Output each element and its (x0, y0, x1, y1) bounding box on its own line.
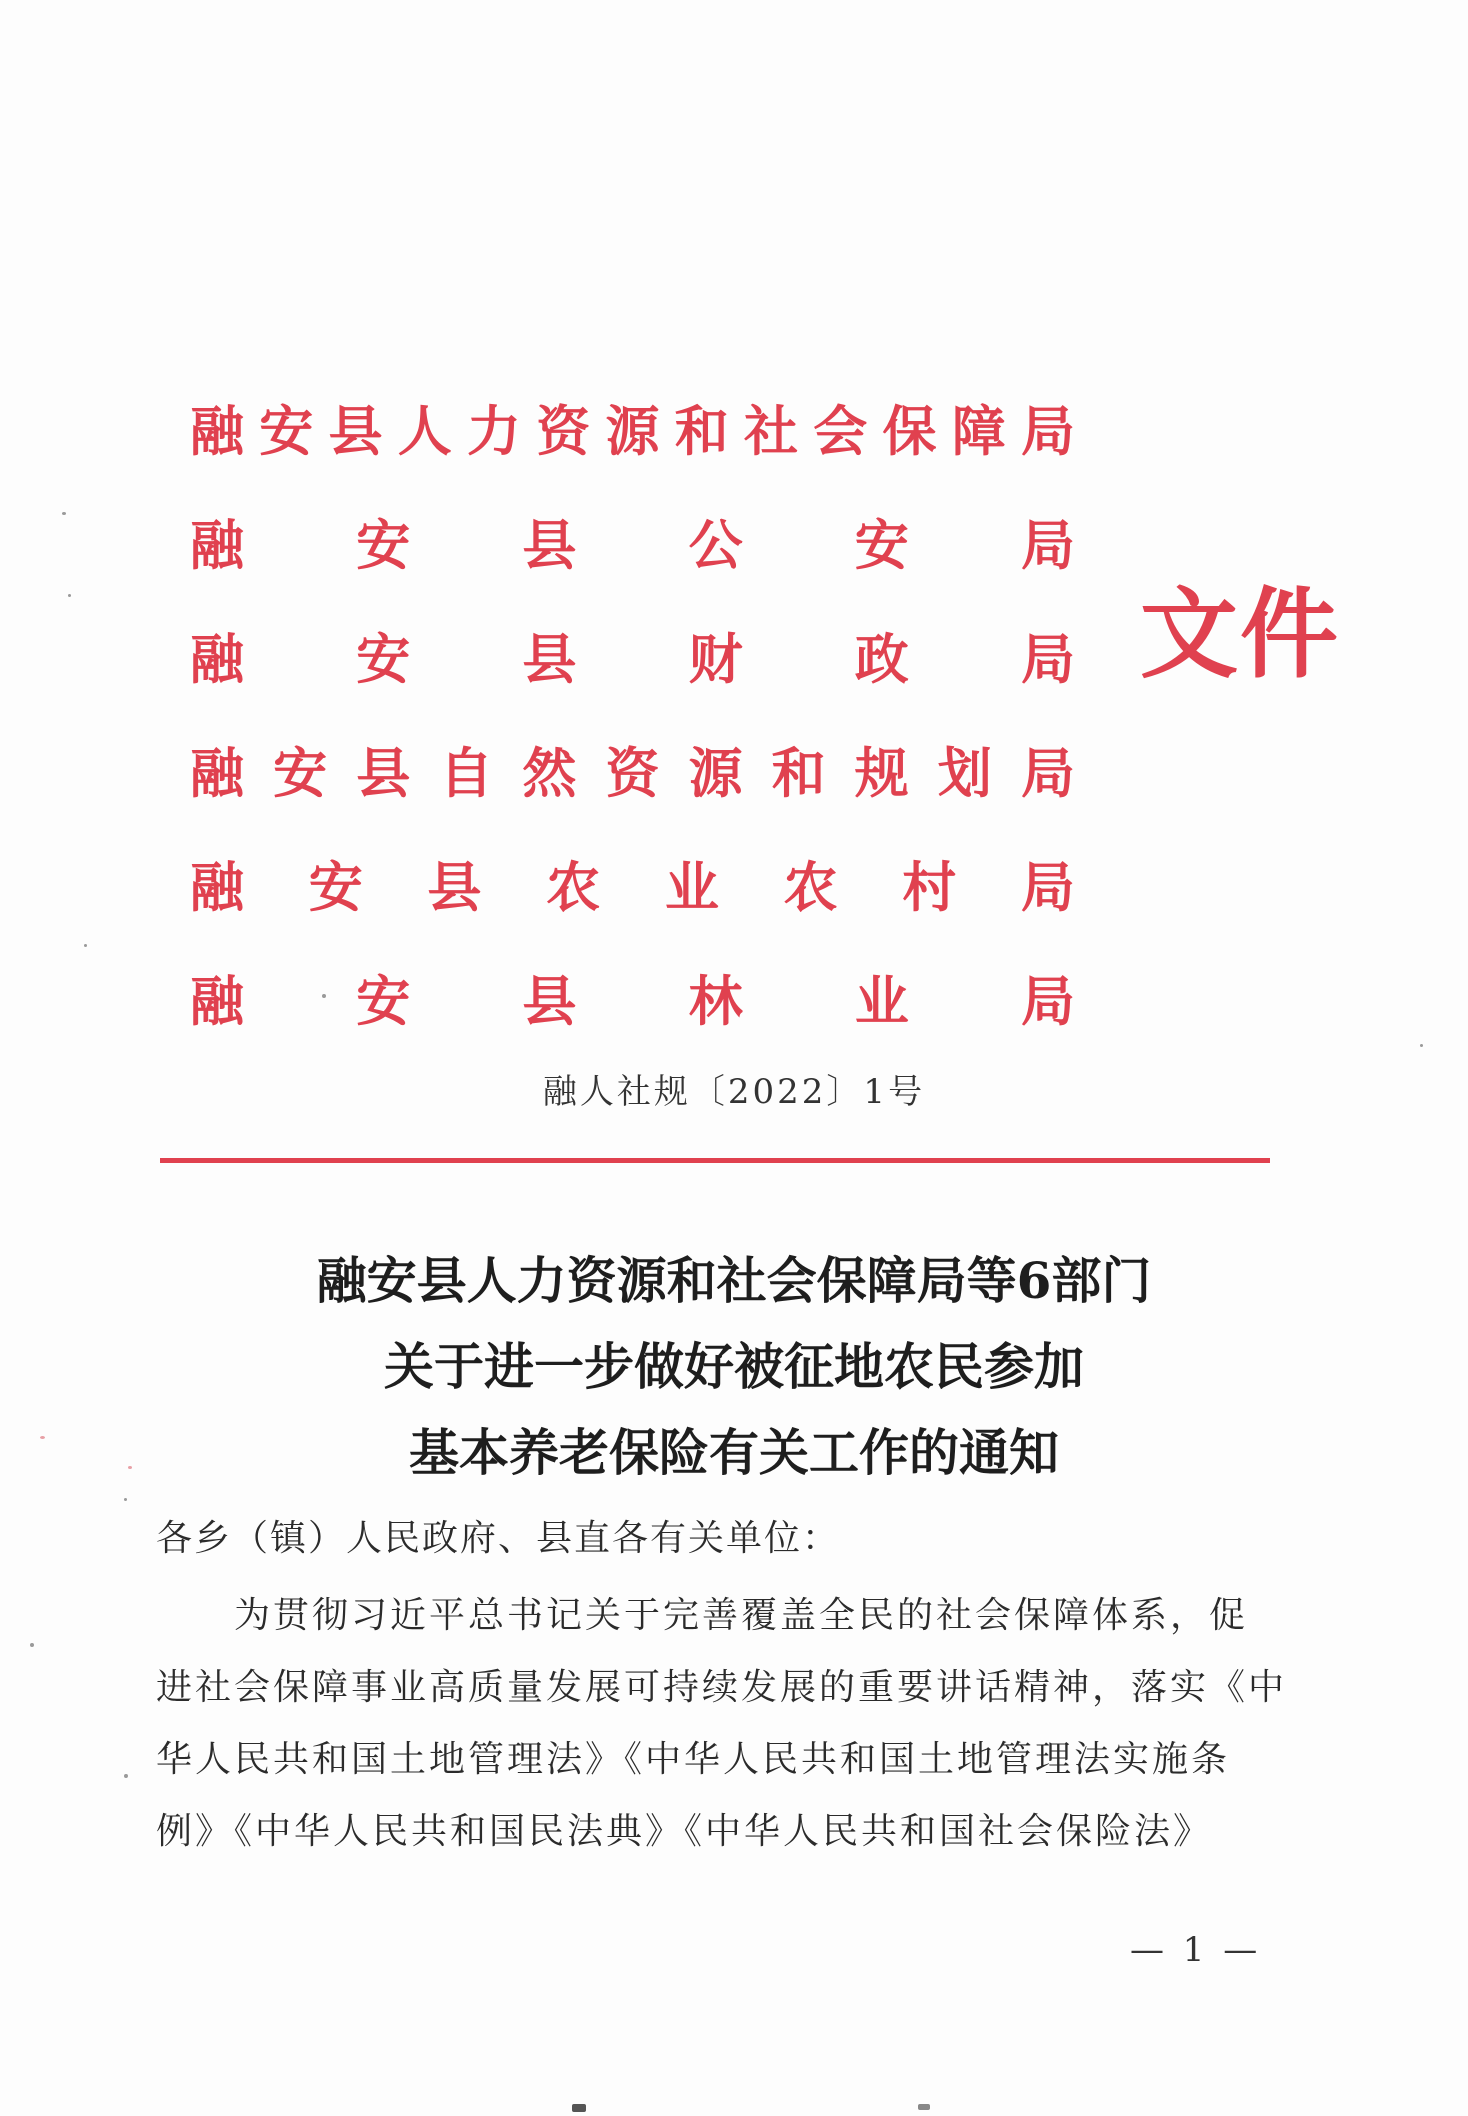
issuer-char: 融 (190, 398, 244, 463)
scan-speck (30, 1643, 34, 1647)
issuer-char: 和 (674, 398, 729, 463)
issuer-char: 林 (688, 968, 743, 1033)
issuer-char: 县 (522, 968, 577, 1033)
document-title (0, 1238, 1468, 1496)
issuer-char: 规 (854, 740, 909, 805)
issuer-char: 自 (439, 740, 494, 805)
body-line: 例》《中华人民共和国民法典》《中华人民共和国社会保险法》 (156, 1811, 1213, 1852)
header-suffix: 文件 (1140, 577, 1341, 692)
issuer-char: 障 (951, 398, 1006, 463)
issuer-char: 融 (190, 854, 244, 919)
issuer-char: 农 (783, 854, 838, 919)
binder-mark (572, 2104, 586, 2112)
issuer-char: 安 (308, 854, 363, 919)
issuer-char: 局 (1020, 854, 1075, 919)
issuer-char: 局 (1020, 512, 1075, 577)
issuer-char: 农 (546, 854, 601, 919)
scan-speck (1420, 1044, 1423, 1047)
issuer-char: 会 (813, 398, 868, 463)
issuer-char: 保 (882, 398, 937, 463)
scan-speck (68, 594, 71, 597)
scan-speck (84, 944, 87, 947)
issuer-char: 局 (1020, 626, 1075, 691)
issuer-char: 县 (356, 740, 411, 805)
issuer-char: 然 (522, 740, 577, 805)
issuer-row-hrss (190, 370, 1080, 484)
issuer-char: 县 (522, 626, 577, 691)
issuer-char: 政 (854, 626, 909, 691)
issuer-char: 业 (854, 968, 909, 1033)
issuer-chars (190, 845, 1075, 922)
issuer-char: 县 (427, 854, 482, 919)
title-line: 关于进一步做好被征地农民参加 (384, 1337, 1084, 1396)
issuer-row-police (190, 484, 1080, 598)
title-line: 融安县人力资源和社会保障局等6部门 (316, 1251, 1152, 1310)
issuer-row-natural-resources (190, 712, 1080, 826)
issuer-char: 局 (1021, 398, 1075, 463)
issuer-char: 县 (328, 398, 383, 463)
issuer-char: 安 (854, 512, 909, 577)
issuer-char: 公 (688, 512, 743, 577)
issuer-char: 划 (937, 740, 992, 805)
issuer-chars (190, 389, 1075, 466)
issuer-chars (190, 503, 1075, 580)
issuer-char: 社 (744, 398, 798, 463)
issuer-char: 和 (771, 740, 826, 805)
issuer-char: 资 (605, 740, 660, 805)
issuing-authorities (190, 370, 1080, 1054)
salutation: 各乡（镇）人民政府、县直各有关单位： (156, 1518, 841, 1559)
body-line: 进社会保障事业高质量发展可持续发展的重要讲话精神，落实《中 (156, 1667, 1288, 1708)
issuer-char: 融 (190, 512, 244, 577)
body-paragraph (156, 1580, 1288, 1868)
issuer-char: 源 (688, 740, 743, 805)
issuer-char: 安 (273, 740, 328, 805)
issuer-char: 安 (356, 626, 411, 691)
scan-speck (62, 512, 66, 515)
issuer-char: 安 (356, 968, 411, 1033)
title-line: 基本养老保险有关工作的通知 (409, 1423, 1059, 1482)
issuer-char: 安 (356, 512, 411, 577)
page-number: — 1 — (1130, 1930, 1262, 1970)
document-number: 融人社规〔2022〕1号 (542, 1072, 926, 1112)
issuer-char: 财 (688, 626, 743, 691)
issuer-char: 业 (664, 854, 719, 919)
issuer-chars (190, 731, 1075, 808)
scan-speck (128, 1466, 132, 1469)
binder-mark (918, 2104, 930, 2110)
scan-speck (322, 994, 326, 998)
issuer-char: 人 (397, 398, 452, 463)
issuer-char: 融 (190, 626, 244, 691)
body-line: 为贯彻习近平总书记关于完善覆盖全民的社会保障体系，促 (234, 1595, 1249, 1636)
body-line: 华人民共和国土地管理法》《中华人民共和国土地管理法实施条 (156, 1739, 1231, 1780)
scan-speck (124, 1498, 127, 1501)
scan-speck (124, 1774, 128, 1778)
issuer-char: 县 (522, 512, 577, 577)
scan-speck (40, 1436, 45, 1439)
red-divider (160, 1158, 1270, 1163)
issuer-char: 局 (1020, 740, 1075, 805)
issuer-char: 局 (1020, 968, 1075, 1033)
issuer-row-agriculture (190, 826, 1080, 940)
issuer-char: 源 (605, 398, 660, 463)
issuer-char: 村 (902, 854, 957, 919)
issuer-char: 融 (190, 968, 244, 1033)
issuer-chars (190, 617, 1075, 694)
issuer-row-finance (190, 598, 1080, 712)
issuer-char: 融 (190, 740, 244, 805)
issuer-char: 资 (536, 398, 591, 463)
issuer-char: 力 (467, 398, 521, 463)
issuer-char: 安 (259, 398, 314, 463)
